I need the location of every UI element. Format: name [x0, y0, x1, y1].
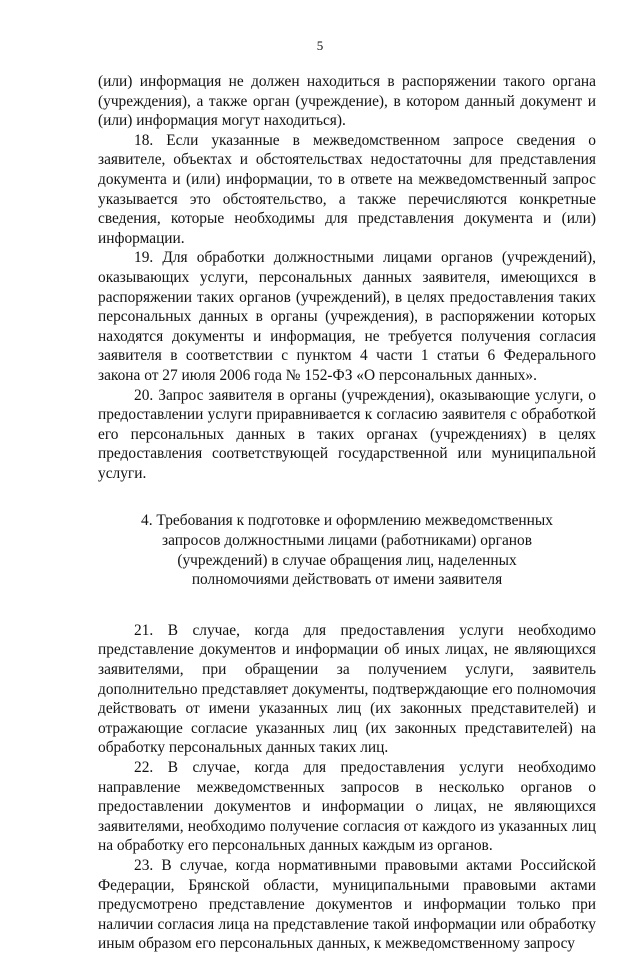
page-number: 5	[316, 38, 324, 53]
paragraph-21: 21. В случае, когда для предоставления услуги необходимо представление документов и информации об иных лицах, не являющихся заявителями, при обращении за получением услуги, заявитель дополнительно представляет документы, подтверждающие его полномочия действовать от имени указанных лиц (их законных представителей) и отражающие согласие указанных лиц (их законных представителей) на обработку персональных данных таких лиц.	[98, 621, 596, 757]
paragraph-18: 18. Если указанные в межведомственном запросе сведения о заявителе, объектах и обстоятельствах недостаточны для представления документа и (или) информации, то в ответе на межведомственный запрос указывается это обстоятельство, а также перечисляются конкретные сведения, которые необходимы для представления документа и (или) информации.	[98, 131, 596, 247]
document-body	[98, 72, 596, 954]
paragraph-20: 20. Запрос заявителя в органы (учреждения), оказывающие услуги, о предоставлении услуги приравнивается к согласию заявителя с обработкой его персональных данных в таких органах (учреждениях) в целях предоставления соответствующей государственной или муниципальной услуги.	[98, 386, 596, 482]
paragraph-23: 23. В случае, когда нормативными правовыми актами Российской Федерации, Брянской области, муниципальными правовыми актами предусмотрено представление документов и информации только при наличии согласия лица на представление такой информации или обработку иным образом его персональных данных, к межведомственному запросу	[98, 856, 596, 953]
section-heading-line: полномочиями действовать от имени заявителя	[191, 571, 503, 589]
paragraph-continuation: (или) информация не должен находиться в распоряжении такого органа (учреждения), а также орган (учреждение), в котором данный документ и (или) информация могут находиться).	[98, 73, 596, 130]
section-heading-line: (учреждений) в случае обращения лиц, наделенных	[177, 551, 517, 569]
section-heading	[98, 511, 596, 589]
section-heading-line: 4. Требования к подготовке и оформлению межведомственных	[141, 512, 553, 530]
section-heading-line: запросов должностными лицами (работниками) органов	[161, 532, 532, 550]
paragraph-22: 22. В случае, когда для предоставления услуги необходимо направление межведомственных запросов в несколько органов о предоставлении документов и информации о лицах, не являющихся заявителями, необходимо получение согласия от каждого из указанных лиц на обработку его персональных данных каждым из органов.	[98, 759, 596, 855]
paragraph-19: 19. Для обработки должностными лицами органов (учреждений), оказывающих услуги, персональных данных заявителя, имеющихся в распоряжении таких органов (учреждений), в целях предоставления таких персональных данных в органы (учреждения), в распоряжении которых находятся документы и информация, не требуется получения согласия заявителя в соответствии с пунктом 4 части 1 статьи 6 Федерального закона от 27 июля 2006 года № 152-ФЗ «О персональных данных».	[98, 249, 596, 384]
